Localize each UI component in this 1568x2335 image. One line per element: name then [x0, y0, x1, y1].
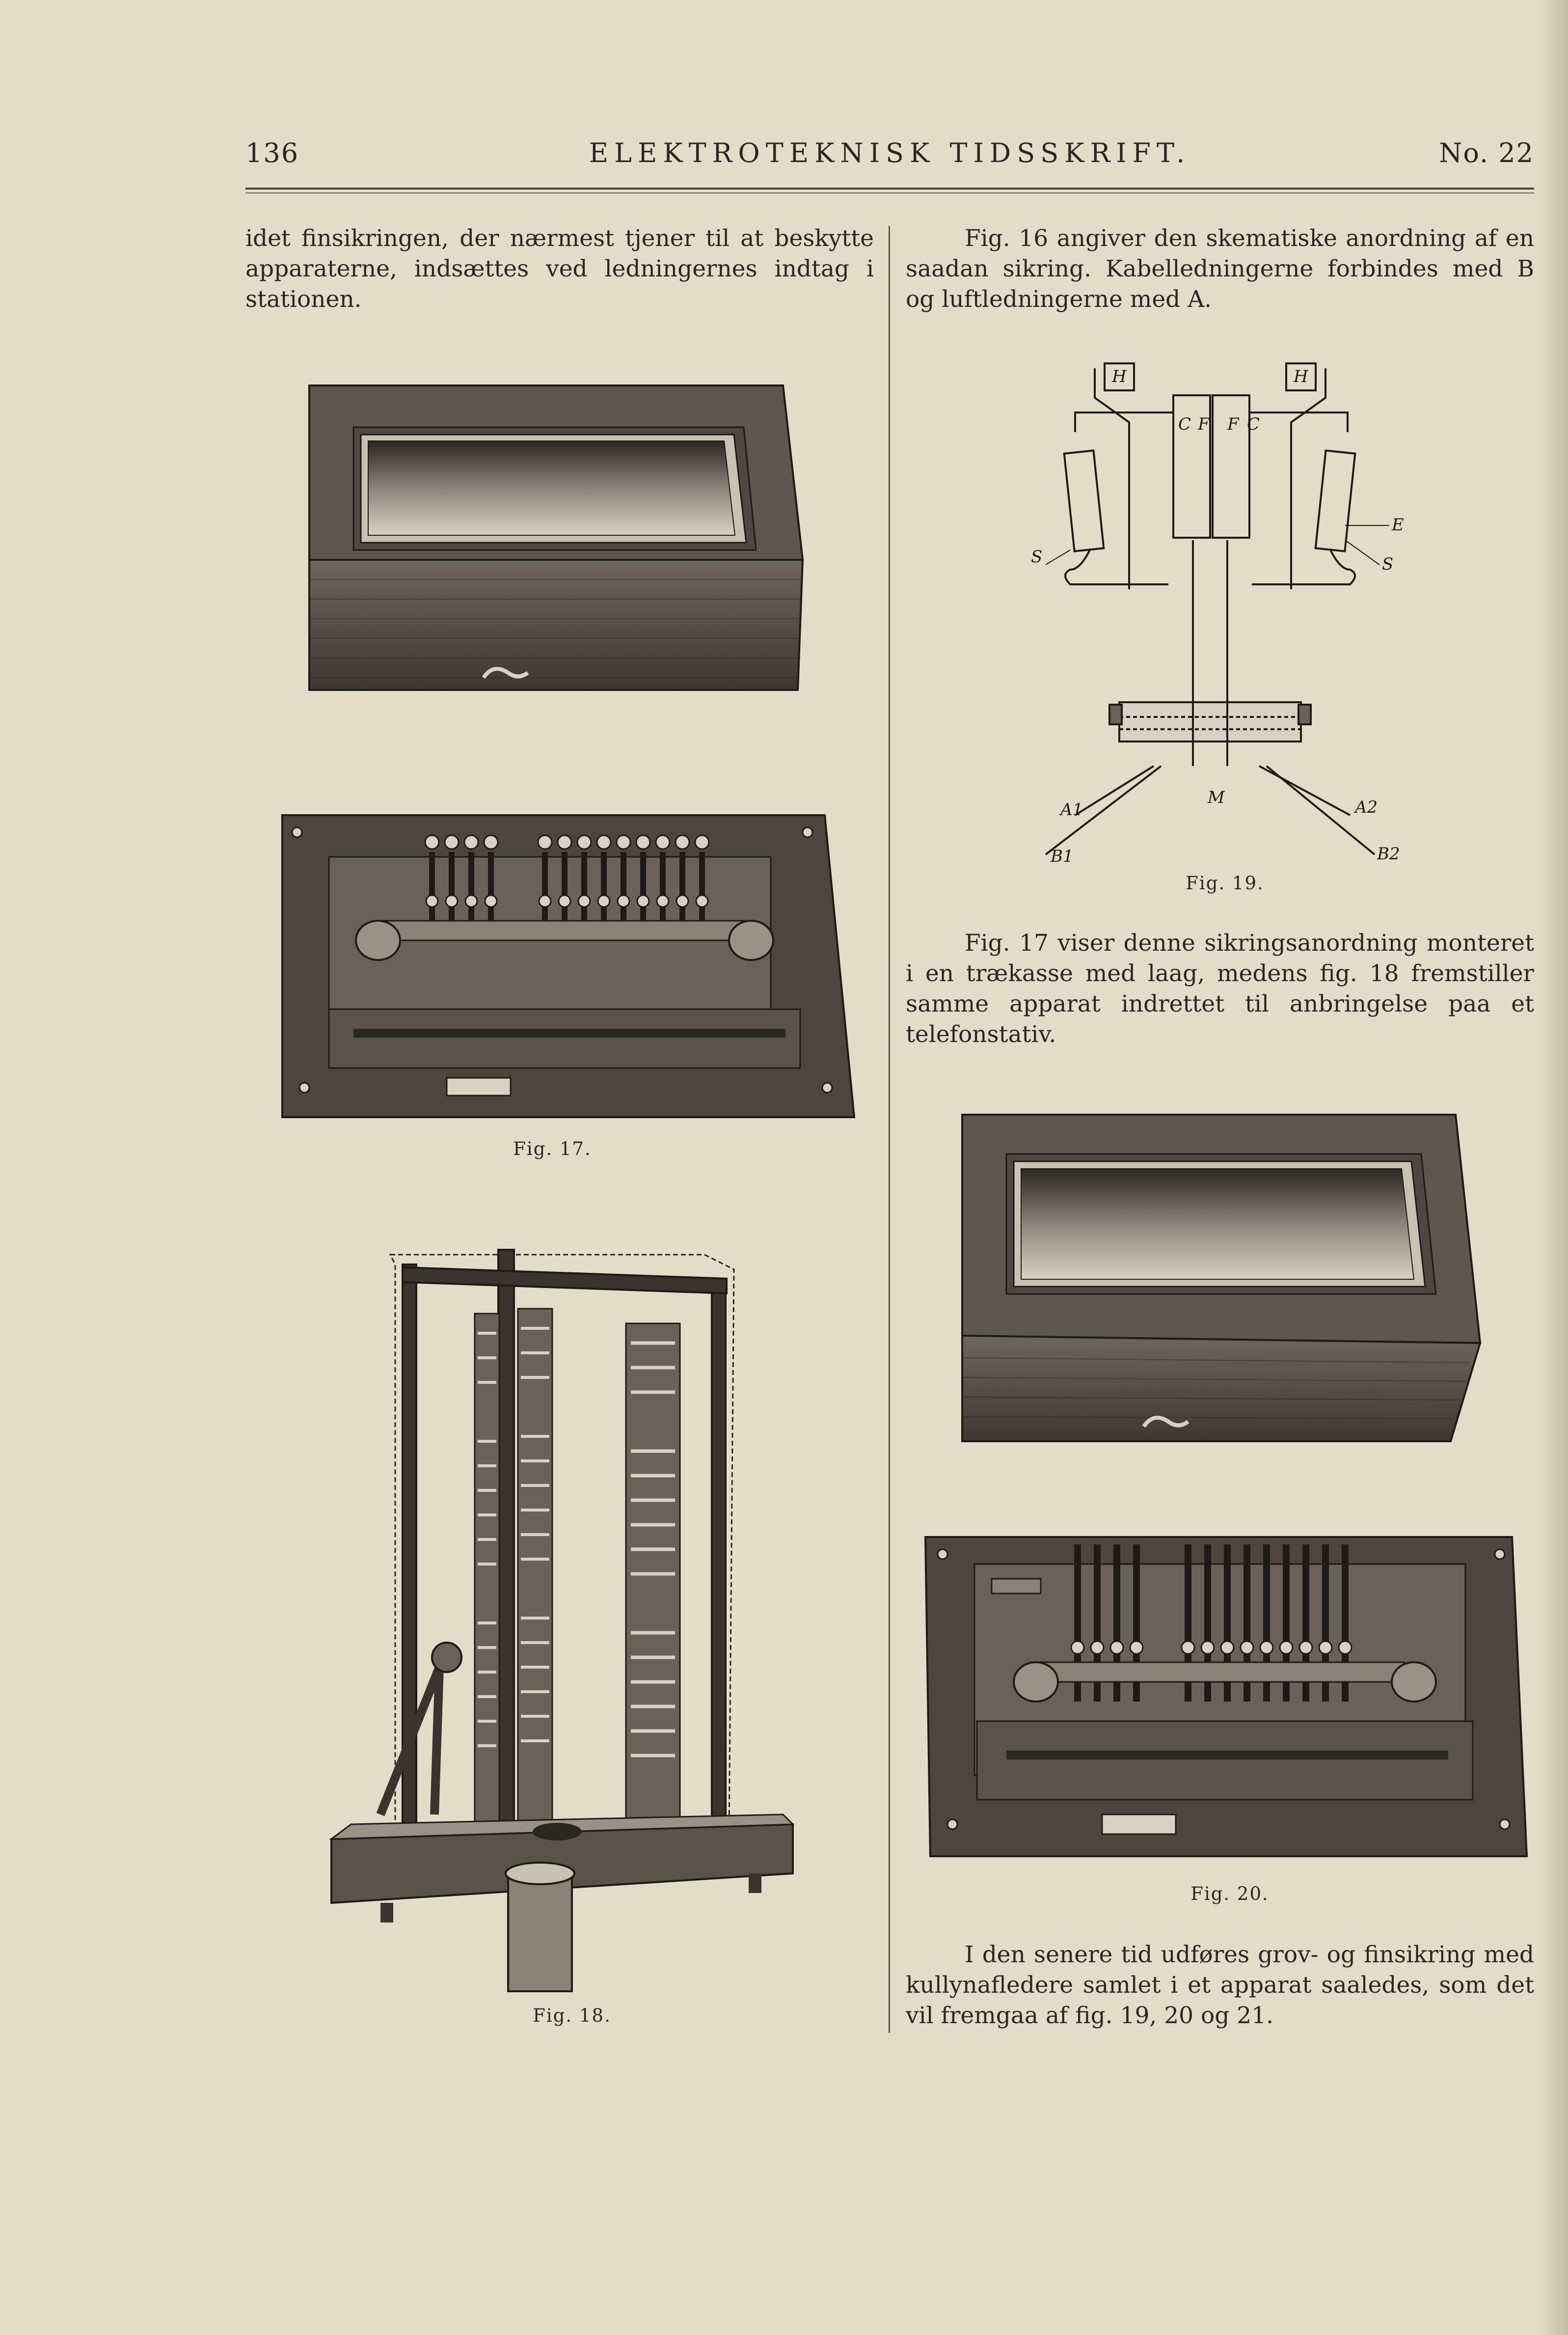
journal-title: ELEKTROTEKNISK TIDSSKRIFT. — [589, 137, 1191, 168]
fig19-caption: Fig. 19. — [1186, 873, 1264, 894]
intro-paragraph: idet finsikringen, der nærmest tjener til at beskytte apparaterne, indsættes ved ledningernes indtag i stationen. — [245, 225, 874, 313]
fig18-telephone-stand-illustration — [322, 1235, 803, 1994]
paragraph-fig17-fig18: Fig. 17 viser denne sikringsanordning monteret i en trækasse med laag, medens fig. 18 fremstiller samme apparat indrettet til anbringelse paa et telefonstativ. — [906, 930, 1534, 1048]
label-B2: B2 — [1377, 844, 1400, 864]
label-H-left: H — [1112, 367, 1127, 386]
right-paragraph-2 — [906, 928, 1534, 1050]
header-rule-thin — [245, 192, 1534, 193]
fig17-fuse-panel-illustration — [280, 813, 857, 1120]
fig18-caption: Fig. 18. — [533, 2005, 611, 2026]
label-S-right: S — [1382, 554, 1394, 574]
fig17-box-lid-illustration — [307, 383, 808, 697]
label-F-left: F — [1198, 414, 1210, 434]
page-number: 136 — [245, 137, 299, 168]
column-divider — [889, 226, 890, 2033]
issue-number: No. 22 — [1439, 137, 1534, 168]
paragraph-kullynafledere: I den senere tid udføres grov- og finsikring med kullynafledere samlet i et apparat saaledes, som det vil fremgaa af fig. 19, 20 og 21. — [906, 1941, 1534, 2029]
label-A1: A1 — [1060, 800, 1083, 820]
right-paragraph-1 — [906, 223, 1534, 315]
fig19-schematic-diagram — [1031, 344, 1424, 874]
header-rule — [245, 188, 1534, 190]
paragraph-fig16: Fig. 16 angiver den skematiske anordning af en saadan sikring. Kabelledningerne forbindes med B og luftledningerne med A. — [906, 225, 1534, 313]
page-edge-shadow — [1539, 0, 1568, 2335]
fig20-box-lid-illustration — [960, 1112, 1485, 1446]
label-C-left: C — [1178, 414, 1191, 434]
right-paragraph-3 — [906, 1940, 1534, 2031]
label-A2: A2 — [1355, 797, 1378, 817]
running-header — [245, 137, 1534, 177]
label-F-right: F — [1227, 414, 1239, 434]
label-S-left: S — [1031, 547, 1043, 567]
label-H-right: H — [1294, 367, 1308, 386]
fig17-caption: Fig. 17. — [513, 1138, 592, 1159]
label-M: M — [1208, 788, 1225, 807]
label-B1: B1 — [1051, 847, 1074, 866]
fig20-caption: Fig. 20. — [1190, 1883, 1269, 1904]
label-E: E — [1392, 515, 1404, 535]
left-intro-text — [245, 223, 874, 315]
label-C-right: C — [1247, 414, 1260, 434]
terminal-stack-right — [626, 1323, 680, 1844]
fig20-fuse-panel-illustration — [923, 1535, 1529, 1859]
